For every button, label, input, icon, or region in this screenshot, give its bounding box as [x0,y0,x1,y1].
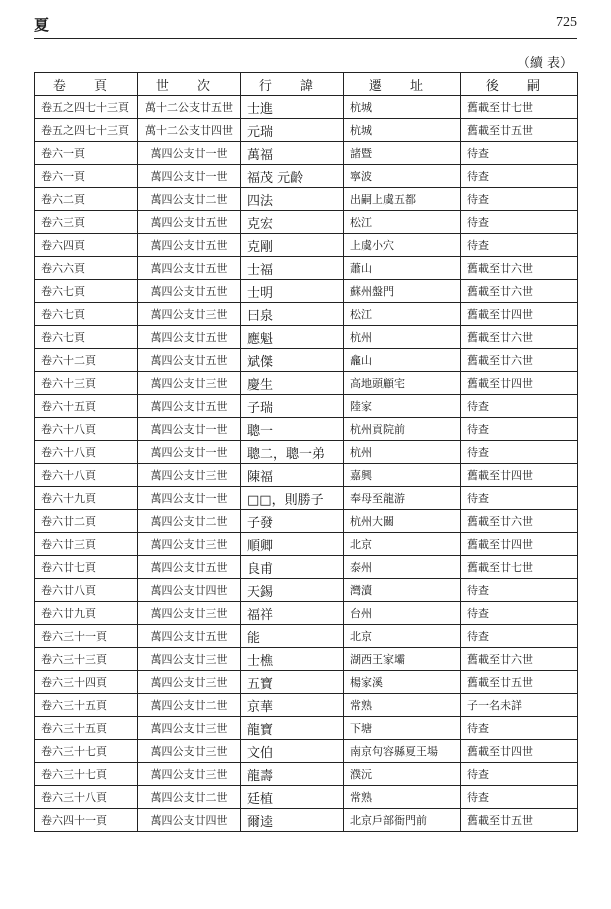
cell-generation: 萬四公支廿四世 [138,579,241,602]
cell-descendants: 待查 [461,165,578,188]
table-row [35,372,578,395]
table-row [35,533,578,556]
cell-descendants: 待查 [461,234,578,257]
cell-generation: 萬四公支廿五世 [138,395,241,418]
cell-generation: 萬四公支廿三世 [138,717,241,740]
cell-name: 陳福 [241,464,344,487]
cell-generation: 萬四公支廿一世 [138,418,241,441]
cell-descendants: 舊載至廿四世 [461,740,578,763]
column-header-name: 行 諱 [241,73,344,96]
cell-volume-page: 卷六十五頁 [35,395,138,418]
cell-migration: 杭州 [344,441,461,464]
cell-volume-page: 卷六六頁 [35,257,138,280]
cell-descendants: 舊載至廿六世 [461,280,578,303]
cell-descendants: 舊載至廿四世 [461,372,578,395]
cell-generation: 萬四公支廿一世 [138,487,241,510]
cell-descendants: 舊載至廿七世 [461,556,578,579]
cell-migration: 北京戶部衙門前 [344,809,461,832]
table-row [35,441,578,464]
cell-generation: 萬四公支廿三世 [138,763,241,786]
cell-volume-page: 卷六一頁 [35,142,138,165]
cell-migration: 杭州貢院前 [344,418,461,441]
cell-migration: 寧波 [344,165,461,188]
cell-migration: 松江 [344,303,461,326]
cell-volume-page: 卷六三十一頁 [35,625,138,648]
cell-migration: 出嗣上虞五都 [344,188,461,211]
cell-name: 京華 [241,694,344,717]
cell-descendants: 舊載至廿五世 [461,671,578,694]
cell-name: 文伯 [241,740,344,763]
cell-name: 龍壽 [241,763,344,786]
cell-name: 四法 [241,188,344,211]
cell-name: 福祥 [241,602,344,625]
cell-descendants: 舊載至廿七世 [461,96,578,119]
cell-volume-page: 卷六廿七頁 [35,556,138,579]
cell-name: 聰二，聰一弟 [241,441,344,464]
cell-descendants: 舊載至廿四世 [461,303,578,326]
cell-volume-page: 卷六四十一頁 [35,809,138,832]
cell-descendants: 待查 [461,211,578,234]
cell-name: 順卿 [241,533,344,556]
cell-generation: 萬十二公支廿四世 [138,119,241,142]
cell-volume-page: 卷六一頁 [35,165,138,188]
cell-migration: 蕭山 [344,257,461,280]
cell-generation: 萬四公支廿五世 [138,625,241,648]
cell-generation: 萬十二公支廿五世 [138,96,241,119]
cell-name: 慶生 [241,372,344,395]
cell-name: 士明 [241,280,344,303]
cell-volume-page: 卷六廿八頁 [35,579,138,602]
cell-generation: 萬四公支廿二世 [138,694,241,717]
cell-descendants: 舊載至廿六世 [461,510,578,533]
cell-descendants: 待查 [461,786,578,809]
cell-volume-page: 卷六三十七頁 [35,740,138,763]
cell-descendants: 舊載至廿六世 [461,326,578,349]
table-row [35,418,578,441]
cell-descendants: 待查 [461,441,578,464]
cell-name: 士福 [241,257,344,280]
table-row [35,257,578,280]
cell-migration: 常熟 [344,694,461,717]
cell-volume-page: 卷六三十七頁 [35,763,138,786]
cell-generation: 萬四公支廿一世 [138,142,241,165]
cell-generation: 萬四公支廿五世 [138,211,241,234]
cell-migration: 高地頭顧宅 [344,372,461,395]
cell-migration: 龕山 [344,349,461,372]
cell-descendants: 待查 [461,142,578,165]
cell-volume-page: 卷六十三頁 [35,372,138,395]
table-row [35,142,578,165]
table-row [35,579,578,602]
cell-migration: 楊家溪 [344,671,461,694]
cell-name: 廷植 [241,786,344,809]
table-row [35,234,578,257]
header-rule [34,38,577,39]
table-row [35,165,578,188]
cell-volume-page: 卷六廿九頁 [35,602,138,625]
cell-migration: 南京句容縣夏王場 [344,740,461,763]
cell-descendants: 子一名未詳 [461,694,578,717]
cell-migration: 杭城 [344,119,461,142]
cell-name: 爾逵 [241,809,344,832]
column-header-migration: 遷 址 [344,73,461,96]
table-row [35,694,578,717]
cell-migration: 杭州大關 [344,510,461,533]
cell-generation: 萬四公支廿二世 [138,510,241,533]
cell-generation: 萬四公支廿五世 [138,280,241,303]
cell-migration: 杭州 [344,326,461,349]
cell-descendants: 待查 [461,579,578,602]
cell-volume-page: 卷六十八頁 [35,441,138,464]
cell-generation: 萬四公支廿三世 [138,464,241,487]
cell-name: 良甫 [241,556,344,579]
cell-name: 克宏 [241,211,344,234]
table-row [35,487,578,510]
cell-generation: 萬四公支廿五世 [138,257,241,280]
cell-volume-page: 卷五之四七十三頁 [35,96,138,119]
table-row [35,671,578,694]
cell-volume-page: 卷五之四七十三頁 [35,119,138,142]
column-header-generation: 世 次 [138,73,241,96]
table-row [35,763,578,786]
cell-volume-page: 卷六廿二頁 [35,510,138,533]
cell-volume-page: 卷六七頁 [35,303,138,326]
table-row [35,648,578,671]
cell-volume-page: 卷六三十四頁 [35,671,138,694]
cell-descendants: 舊載至廿四世 [461,533,578,556]
cell-migration: 下塘 [344,717,461,740]
table-row [35,602,578,625]
table-row [35,211,578,234]
table-row [35,96,578,119]
table-row [35,625,578,648]
continued-label: （續 表） [516,56,573,71]
cell-migration: 杭城 [344,96,461,119]
cell-volume-page: 卷六十二頁 [35,349,138,372]
cell-generation: 萬四公支廿四世 [138,809,241,832]
cell-descendants: 待查 [461,602,578,625]
cell-volume-page: 卷六十八頁 [35,464,138,487]
page-header [34,14,577,38]
cell-name: 能 [241,625,344,648]
cell-name: 士進 [241,96,344,119]
cell-volume-page: 卷六四頁 [35,234,138,257]
cell-migration: 濮沅 [344,763,461,786]
cell-generation: 萬四公支廿一世 [138,165,241,188]
cell-volume-page: 卷六廿三頁 [35,533,138,556]
table-row [35,464,578,487]
cell-migration: 台州 [344,602,461,625]
cell-name: 士樵 [241,648,344,671]
cell-descendants: 舊載至廿六世 [461,648,578,671]
table-row [35,809,578,832]
cell-descendants: 待查 [461,625,578,648]
page-number: 725 [556,15,577,30]
table-row [35,740,578,763]
cell-generation: 萬四公支廿三世 [138,648,241,671]
cell-volume-page: 卷六三十三頁 [35,648,138,671]
table-body [35,96,578,832]
table-row [35,119,578,142]
cell-name: 曰泉 [241,303,344,326]
cell-name: 斌傑 [241,349,344,372]
cell-name: 萬福 [241,142,344,165]
cell-name: □□，則勝子 [241,487,344,510]
column-header-descendants: 後 嗣 [461,73,578,96]
cell-descendants: 待查 [461,418,578,441]
cell-generation: 萬四公支廿二世 [138,786,241,809]
cell-generation: 萬四公支廿五世 [138,349,241,372]
cell-generation: 萬四公支廿三世 [138,740,241,763]
cell-name: 元瑞 [241,119,344,142]
cell-migration: 上虞小穴 [344,234,461,257]
cell-descendants: 待查 [461,395,578,418]
cell-volume-page: 卷六二頁 [35,188,138,211]
cell-volume-page: 卷六七頁 [35,326,138,349]
cell-generation: 萬四公支廿三世 [138,533,241,556]
cell-generation: 萬四公支廿五世 [138,556,241,579]
cell-migration: 湖西王家壩 [344,648,461,671]
cell-name: 子發 [241,510,344,533]
table-row [35,510,578,533]
cell-descendants: 待查 [461,487,578,510]
cell-descendants: 舊載至廿五世 [461,119,578,142]
cell-volume-page: 卷六七頁 [35,280,138,303]
table-row [35,188,578,211]
cell-name: 應魁 [241,326,344,349]
cell-generation: 萬四公支廿五世 [138,234,241,257]
cell-name: 子瑞 [241,395,344,418]
cell-name: 聰一 [241,418,344,441]
cell-migration: 松江 [344,211,461,234]
cell-migration: 蘇州盤門 [344,280,461,303]
table-row [35,556,578,579]
cell-descendants: 待查 [461,763,578,786]
column-header-volume-page: 卷 頁 [35,73,138,96]
cell-generation: 萬四公支廿三世 [138,303,241,326]
table-row [35,786,578,809]
cell-generation: 萬四公支廿五世 [138,326,241,349]
cell-migration: 嘉興 [344,464,461,487]
cell-volume-page: 卷六三十八頁 [35,786,138,809]
cell-migration: 灣瀆 [344,579,461,602]
cell-descendants: 舊載至廿四世 [461,464,578,487]
cell-generation: 萬四公支廿一世 [138,441,241,464]
cell-generation: 萬四公支廿二世 [138,188,241,211]
cell-migration: 陸家 [344,395,461,418]
cell-volume-page: 卷六十八頁 [35,418,138,441]
table-row [35,326,578,349]
table-row [35,303,578,326]
cell-generation: 萬四公支廿三世 [138,671,241,694]
cell-migration: 常熟 [344,786,461,809]
cell-name: 天錫 [241,579,344,602]
cell-descendants: 待查 [461,188,578,211]
cell-migration: 諸暨 [344,142,461,165]
table-row [35,395,578,418]
cell-migration: 北京 [344,533,461,556]
cell-name: 五寶 [241,671,344,694]
table-row [35,717,578,740]
table-row [35,280,578,303]
cell-name: 龍寶 [241,717,344,740]
cell-volume-page: 卷六三十五頁 [35,717,138,740]
cell-descendants: 舊載至廿六世 [461,257,578,280]
cell-volume-page: 卷六三十五頁 [35,694,138,717]
cell-migration: 奉母至龍游 [344,487,461,510]
cell-descendants: 舊載至廿五世 [461,809,578,832]
page-title: 夏 [34,16,50,34]
cell-name: 福茂 元齡 [241,165,344,188]
cell-generation: 萬四公支廿三世 [138,372,241,395]
cell-descendants: 舊載至廿六世 [461,349,578,372]
cell-migration: 泰州 [344,556,461,579]
cell-volume-page: 卷六十九頁 [35,487,138,510]
cell-migration: 北京 [344,625,461,648]
table-header-row [35,73,578,96]
cell-descendants: 待查 [461,717,578,740]
cell-volume-page: 卷六三頁 [35,211,138,234]
cell-name: 克剛 [241,234,344,257]
table-row [35,349,578,372]
genealogy-table [34,72,578,832]
cell-generation: 萬四公支廿三世 [138,602,241,625]
